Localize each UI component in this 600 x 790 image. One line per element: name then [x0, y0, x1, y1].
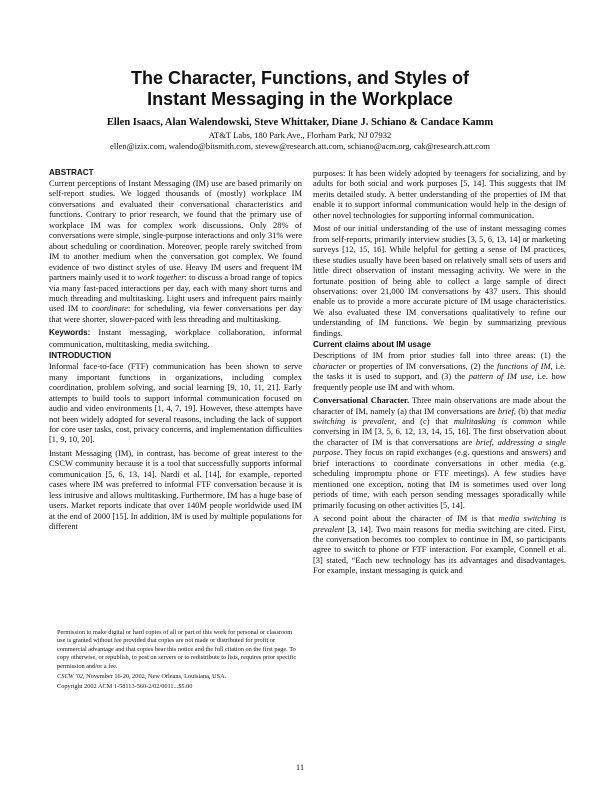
- abstract-heading: ABSTRACT: [49, 168, 94, 177]
- claims-paragraph-2: Conversational Character. Three main observations are made about the character of IM, namely (a) that IM conversations are brief, (b) that media switching is prevalent, and (c) that multitasking is common while conversing in IM [3, 5, 6, 12, 13, 14, 15, 16]. The first observation about the character of IM is that conversations are brief, addressing a single purpose. They focus on rapid exchanges (e.g. questions and answers) and brief interactions to coordinate conversations in other media (e.g. scheduling impromptu phone or FTF meetings). A few studies have mentioned one exception, noting that IM is sometimes used over long periods of time, with each person sending messages sporadically while primarily focusing on other activities [5, 14].: [313, 395, 566, 510]
- right-column: [313, 168, 566, 576]
- intro-paragraph-2: Instant Messaging (IM), in contrast, has become of great interest to the CSCW community because it is a tool that successfully supports informal communication [5, 6, 13, 14]. Nardi et al. [14], for example, reported cases where IM was preferred to informal FTF conversation because it is less intrusive and allows multitasking. Furthermore, IM has a huge base of users. Market reports indicate that over 140M people worldwide used IM at the end of 2000 [15]. In addition, IM is used by multiple populations for different: [49, 447, 302, 532]
- claims-paragraph-3: A second point about the character of IM is that media switching is prevalent [3, 14]. Two main reasons for media switching are cited. First, the conversation becomes too complex to continue in IM, so participants agree to switch to phone or FTF interaction. For example, Connell et al. [3] stated, “Each new technology has its advantages and disadvantages. For example, instant messaging is quick and: [313, 513, 567, 576]
- title-line-2: Instant Messaging in the Workplace: [147, 89, 453, 109]
- title-line-1: The Character, Functions, and Styles of: [130, 68, 470, 88]
- current-claims-heading: Current claims about IM usage: [313, 340, 431, 350]
- page-number: 11: [295, 762, 305, 772]
- keywords: Keywords: Instant messaging, workplace collaboration, informal communication, multitasking, media switching.: [49, 327, 302, 349]
- copyright-block: [57, 629, 302, 692]
- intro-paragraph-4: Most of our initial understanding of the use of instant messaging comes from self-reports, primarily interview studies [3, 5, 6, 13, 14] or marketing surveys [12, 15, 16]. While helpful for getting a sense of IM practices, these studies usually have been based on relatively small sets of users and little direct observation of instant messaging activity. We were in the fortunate position of being able to collect a large sample of direct observations: over 21,000 IM conversations by 437 users. This should enable us to provide a more accurate picture of IM usage characteristics. We also evaluated these IM conversations qualitatively to refine our understanding of IM functions. We begin by summarizing previous findings.: [313, 223, 566, 338]
- introduction-heading: INTRODUCTION: [49, 351, 112, 361]
- conversational-character-heading: Conversational Character.: [313, 395, 410, 406]
- keywords-label: Keywords:: [49, 328, 91, 338]
- intro-paragraph-3: purposes: It has been widely adopted by teenagers for socializing, and by adults for both social and work purposes [5, 14]. This suggests that IM merits detailed study. A better understanding of the properties of IM that enable it to support informal communication would help in the design of other novel technologies for supporting informal communication.: [313, 168, 566, 220]
- claims-paragraph-1: Descriptions of IM from prior studies fall into three areas: (1) the character or properties of IM conversations, (2) the functions of IM, i.e. the tasks it is used to support, and (3) the pattern of IM use, i.e. how frequently people use IM and with whom.: [313, 350, 566, 392]
- permission-notice: Permission to make digital or hard copies of all or part of this work for personal or classroom use is granted without fee provided that copies are not made or distributed for profit or commercial advantage and that copies bear this notice and the full citation on the first page. To copy otherwise, or republish, to post on servers or to redistribute to lists, requires prior specific permission and/or a fee.: [57, 629, 297, 670]
- affiliation: [30, 130, 570, 152]
- intro-paragraph-1: Informal face-to-face (FTF) communication has been shown to serve many important functions in organizations, including complex coordination, problem solving, and social learning [9, 10, 11, 21]. Early attempts to build tools to support informal communication focused on audio and video environments [1, 4, 7, 19]. However, these attempts have not been widely adopted for several reasons, including the lack of support for core user tasks, cost, privacy concerns, and implementation difficulties [1, 9, 10, 20].: [49, 361, 302, 445]
- venue-line: CSCW '02, November 16-20, 2002, New Orleans, Louisiana, USA.: [57, 673, 227, 681]
- affiliation-emails: ellen@izix.com, walendo@bitsmith.com, stevew@research.att.com, schiano@acm.org, cak@research.att.com: [110, 141, 490, 151]
- left-column: [49, 168, 302, 532]
- affiliation-org: AT&T Labs, 180 Park Ave., Florham Park, NJ 07932: [208, 130, 392, 140]
- abstract-text: Current perceptions of Instant Messaging (IM) use are based primarily on self-report studies. We logged thousands of (mostly) workplace IM conversations and evaluated their conversational characteristics and functions. Contrary to prior research, we found that the primary use of workplace IM was for complex work discussions. Only 28% of conversations were simple, single-purpose interactions and only 31% were about scheduling or coordination. Moreover, people rarely switched from IM to another medium when the conversation got complex. We found evidence of two distinct styles of use. Heavy IM users and frequent IM partners mainly used it to work together: to discuss a broad range of topics via many fast-paced interactions per day, each with many short turns and much threading and multitasking. Light users and infrequent pairs mainly used IM to coordinate: for scheduling, via fewer conversations per day that were shorter, slower-paced with less threading and multitasking.: [49, 178, 302, 324]
- paper-title: [40, 68, 560, 110]
- author-list: Ellen Isaacs, Alan Walendowski, Steve Whittaker, Diane J. Schiano & Candace Kamm: [106, 117, 494, 128]
- copyright-line: Copyright 2002 ACM 1-58113-560-2/02/0011...$5.00: [57, 683, 193, 691]
